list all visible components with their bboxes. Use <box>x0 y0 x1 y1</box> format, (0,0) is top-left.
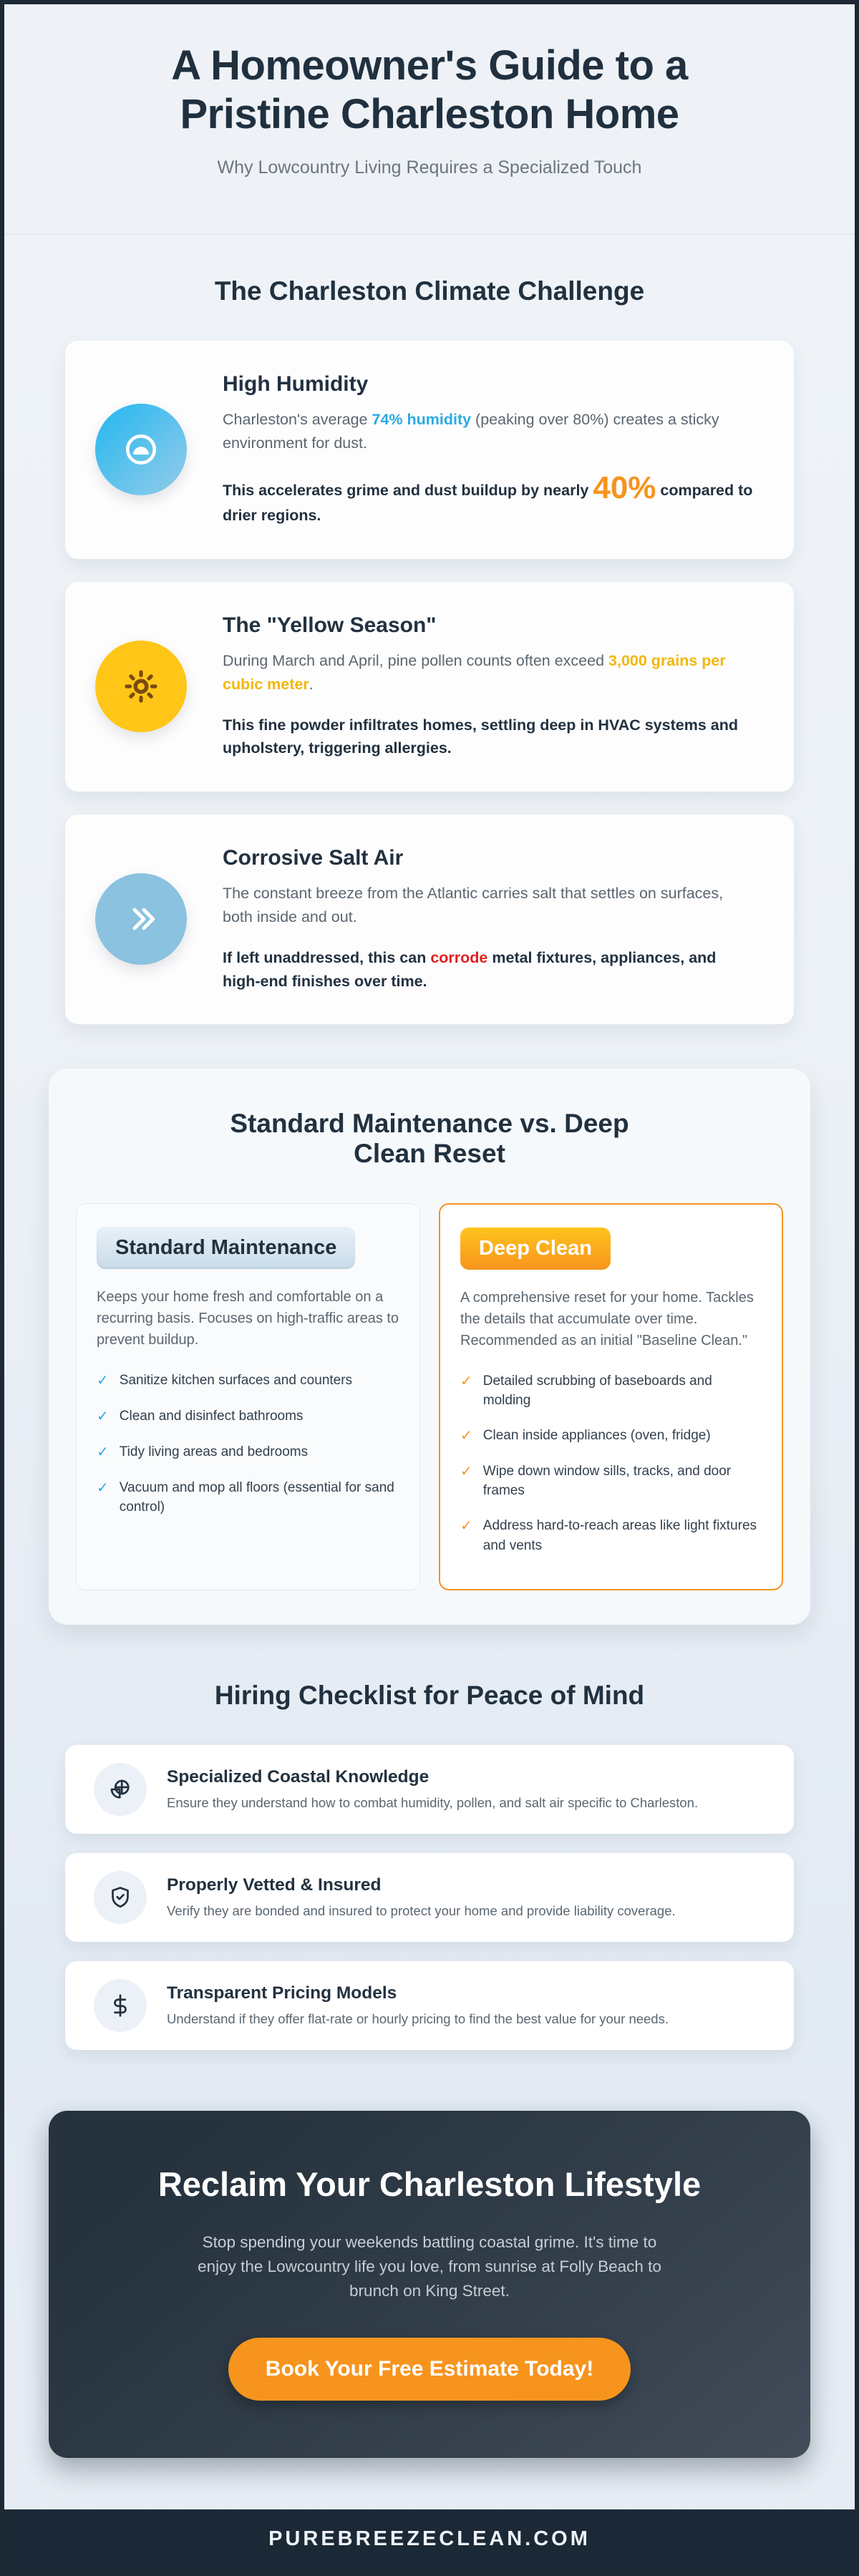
list-item: ✓ Wipe down window sills, tracks, and door frames <box>460 1462 762 1501</box>
deep-clean-badge: Deep Clean <box>460 1228 611 1270</box>
list-item: ✓ Detailed scrubbing of baseboards and molding <box>460 1371 762 1411</box>
climate-card-content <box>223 846 754 993</box>
cta-section <box>49 2111 810 2458</box>
humidity-stat-accent: 74% humidity <box>372 410 472 428</box>
check-icon: ✓ <box>97 1372 109 1389</box>
deep-clean-desc: A comprehensive reset for your home. Tackles the details that accumulate over time. Recommended as an initial "Baseline Clean." <box>460 1289 754 1348</box>
hiring-card-body: Ensure they understand how to combat humidity, pollen, and salt air specific to Charleston. <box>167 1794 699 1810</box>
list-item: ✓ Clean and disinfect bathrooms <box>97 1406 399 1427</box>
check-icon: ✓ <box>460 1518 472 1535</box>
hiring-card-title: Transparent Pricing Models <box>167 1983 397 2003</box>
pollen-stat-accent: 3,000 grains per cubic meter <box>223 651 726 693</box>
check-icon: ✓ <box>460 1427 472 1444</box>
deep-clean-column <box>439 1203 783 1590</box>
hiring-card-title: Properly Vetted & Insured <box>167 1875 382 1895</box>
shield-check-icon <box>94 1871 147 1924</box>
card-title: Corrosive Salt Air <box>223 845 404 870</box>
hiring-card-body: Understand if they offer flat-rate or hourly pricing to find the best value for your needs. <box>167 2011 669 2026</box>
standard-maintenance-badge: Standard Maintenance <box>97 1227 355 1269</box>
climate-card-humidity <box>65 341 794 559</box>
standard-maintenance-list <box>97 1371 399 1517</box>
climate-card-salt <box>65 815 794 1024</box>
hiring-card-insured <box>65 1853 794 1942</box>
card-body: The constant breeze from the Atlantic carries salt that settles on surfaces, both inside and out. <box>223 884 724 926</box>
globe-knowledge-icon <box>94 1763 147 1816</box>
climate-card-pollen <box>65 582 794 792</box>
check-icon: ✓ <box>97 1444 109 1460</box>
check-icon: ✓ <box>97 1408 109 1424</box>
comparison-heading: Standard Maintenance vs. Deep Clean Reset <box>230 1108 629 1168</box>
climate-heading: The Charleston Climate Challenge <box>214 276 645 306</box>
comparison-section <box>49 1069 810 1625</box>
page-title: A Homeowner's Guide to a Pristine Charleston Home <box>171 42 688 137</box>
card-title: The "Yellow Season" <box>223 613 437 637</box>
footer <box>4 2509 855 2572</box>
climate-section <box>4 276 855 1024</box>
double-chevron-icon <box>95 873 187 965</box>
book-estimate-button[interactable]: Book Your Free Estimate Today! <box>228 2338 631 2401</box>
hiring-card-title: Specialized Coastal Knowledge <box>167 1766 430 1787</box>
list-item: ✓ Address hard-to-reach areas like light fixtures and vents <box>460 1516 762 1555</box>
cta-heading: Reclaim Your Charleston Lifestyle <box>157 2165 702 2204</box>
card-stat: This accelerates grime and dust buildup by nearly 40% compared to drier regions. <box>223 470 753 525</box>
card-stat: This fine powder infiltrates homes, settling deep in HVAC systems and upholstery, triggering allergies. <box>223 716 738 757</box>
card-body: During March and April, pine pollen counts often exceed 3,000 grains per cubic meter. <box>223 651 726 693</box>
check-icon: ✓ <box>460 1463 472 1479</box>
footer-domain: PUREBREEZECLEAN.COM <box>268 2527 591 2550</box>
hiring-card-content <box>167 1875 676 1920</box>
list-item: ✓ Tidy living areas and bedrooms <box>97 1442 399 1463</box>
climate-card-content <box>223 372 754 528</box>
list-item: ✓ Clean inside appliances (oven, fridge) <box>460 1426 762 1447</box>
card-title: High Humidity <box>223 371 369 396</box>
page-subtitle: Why Lowcountry Living Requires a Specialized Touch <box>217 157 642 178</box>
hiring-card-content <box>167 1983 669 2028</box>
hiring-card-content <box>167 1767 698 1812</box>
humidity-icon <box>95 404 187 495</box>
deep-clean-list <box>460 1371 762 1555</box>
standard-maintenance-column <box>76 1203 420 1590</box>
list-item: ✓ Sanitize kitchen surfaces and counters <box>97 1371 399 1391</box>
hiring-card-pricing <box>65 1961 794 2050</box>
comparison-columns <box>76 1203 783 1590</box>
climate-card-content <box>223 613 754 760</box>
list-item: ✓ Vacuum and mop all floors (essential for sand control) <box>97 1478 399 1517</box>
hiring-section <box>4 1681 855 2050</box>
hiring-heading: Hiring Checklist for Peace of Mind <box>214 1681 645 1711</box>
check-icon: ✓ <box>97 1479 109 1496</box>
standard-maintenance-desc: Keeps your home fresh and comfortable on a recurring basis. Focuses on high-traffic areas to prevent buildup. <box>97 1288 399 1348</box>
sun-icon <box>95 641 187 732</box>
forty-percent-accent: 40% <box>593 470 656 506</box>
hiring-card-knowledge <box>65 1745 794 1834</box>
card-body: Charleston's average 74% humidity (peaking over 80%) creates a sticky environment for dust. <box>223 410 719 452</box>
card-stat: If left unaddressed, this can corrode metal fixtures, appliances, and high-end finishes over time. <box>223 949 717 990</box>
dollar-icon <box>94 1979 147 2032</box>
cta-body: Stop spending your weekends battling coastal grime. It's time to enjoy the Lowcountry life you love, from sunrise at Folly Beach to brunch on King Street. <box>198 2233 661 2300</box>
corrode-accent: corrode <box>430 949 488 967</box>
header <box>4 4 855 235</box>
check-icon: ✓ <box>460 1373 472 1389</box>
hiring-card-body: Verify they are bonded and insured to protect your home and provide liability coverage. <box>167 1902 676 1918</box>
